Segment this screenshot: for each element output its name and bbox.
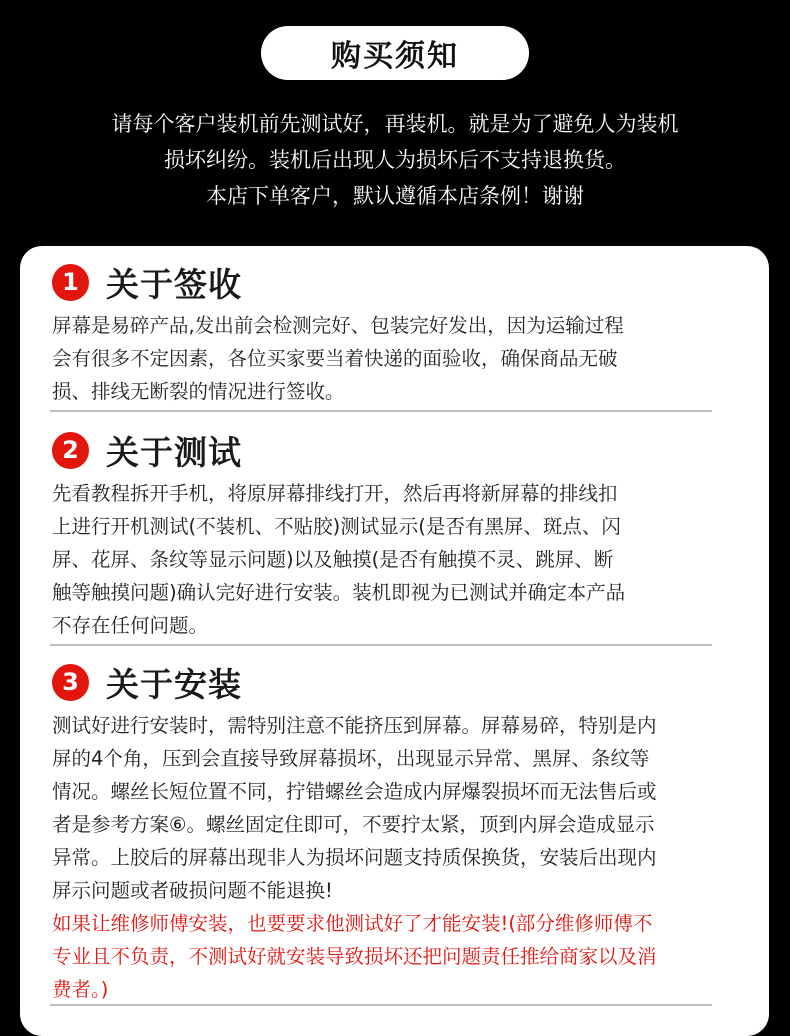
warning-line: 专业且不负责，不测试好就安装导致损坏还把问题责任推给商家以及消 — [52, 945, 657, 968]
section-title: 关于测试 — [106, 432, 242, 472]
body-line: 情况。螺丝长短位置不同，拧错螺丝会造成内屏爆裂损坏而无法售后或 — [52, 780, 657, 803]
section-number-badge: 3 — [52, 664, 89, 701]
body-line: 屏的4个角，压到会直接导致屏幕损坏，出现显示异常、黑屏、条纹等 — [52, 747, 650, 770]
section-testing — [52, 428, 712, 642]
section-divider — [50, 410, 712, 412]
section-body — [52, 309, 712, 408]
body-line: 触等触摸问题)确认完好进行安装。装机即视为已测试并确定本产品 — [52, 581, 626, 604]
notice-line: 本店下单客户，默认遵循本店条例！谢谢 — [206, 184, 584, 208]
section-divider — [50, 1004, 712, 1006]
notice-text — [0, 106, 790, 214]
warning-line: 费者。) — [52, 978, 109, 1001]
body-line: 测试好进行安装时，需特别注意不能挤压到屏幕。屏幕易碎，特别是内 — [52, 714, 657, 737]
section-signing — [52, 260, 712, 408]
warning-text — [52, 907, 712, 1006]
section-number-badge: 1 — [52, 264, 89, 301]
notice-line: 请每个客户装机前先测试好，再装机。就是为了避免人为装机 — [111, 112, 679, 136]
section-number-badge: 2 — [52, 432, 89, 469]
body-line: 先看教程拆开手机，将原屏幕排线打开，然后再将新屏幕的排线扣 — [52, 482, 618, 505]
section-body — [52, 709, 712, 907]
body-line: 异常。上胶后的屏幕出现非人为损坏问题支持质保换货，安装后出现内 — [52, 846, 657, 869]
body-line: 会有很多不定因素，各位买家要当着快递的面验收，确保商品无破 — [52, 347, 618, 370]
section-title: 关于安装 — [106, 664, 242, 704]
notice-line: 损坏纠纷。装机后出现人为损坏后不支持退换货。 — [164, 148, 626, 172]
section-title: 关于签收 — [106, 264, 242, 304]
section-divider — [50, 644, 712, 646]
warning-line: 如果让维修师傅安装，也要要求他测试好了才能安装!(部分维修师傅不 — [52, 912, 653, 935]
body-line: 上进行开机测试(不装机、不贴胶)测试显示(是否有黑屏、斑点、闪 — [52, 515, 621, 538]
body-line: 屏示问题或者破损问题不能退换! — [52, 879, 333, 902]
body-line: 屏、花屏、条纹等显示问题)以及触摸(是否有触摸不灵、跳屏、断 — [52, 548, 614, 571]
body-line: 屏幕是易碎产品,发出前会检测完好、包装完好发出，因为运输过程 — [52, 314, 624, 337]
body-line: 损、排线无断裂的情况进行签收。 — [52, 380, 345, 403]
page-title: 购买须知 — [261, 26, 529, 80]
body-line: 不存在任何问题。 — [52, 614, 209, 637]
section-installation — [52, 660, 712, 1006]
body-line: 者是参考方案⑥。螺丝固定住即可，不要拧太紧，顶到内屏会造成显示 — [52, 813, 655, 836]
section-body — [52, 477, 712, 642]
